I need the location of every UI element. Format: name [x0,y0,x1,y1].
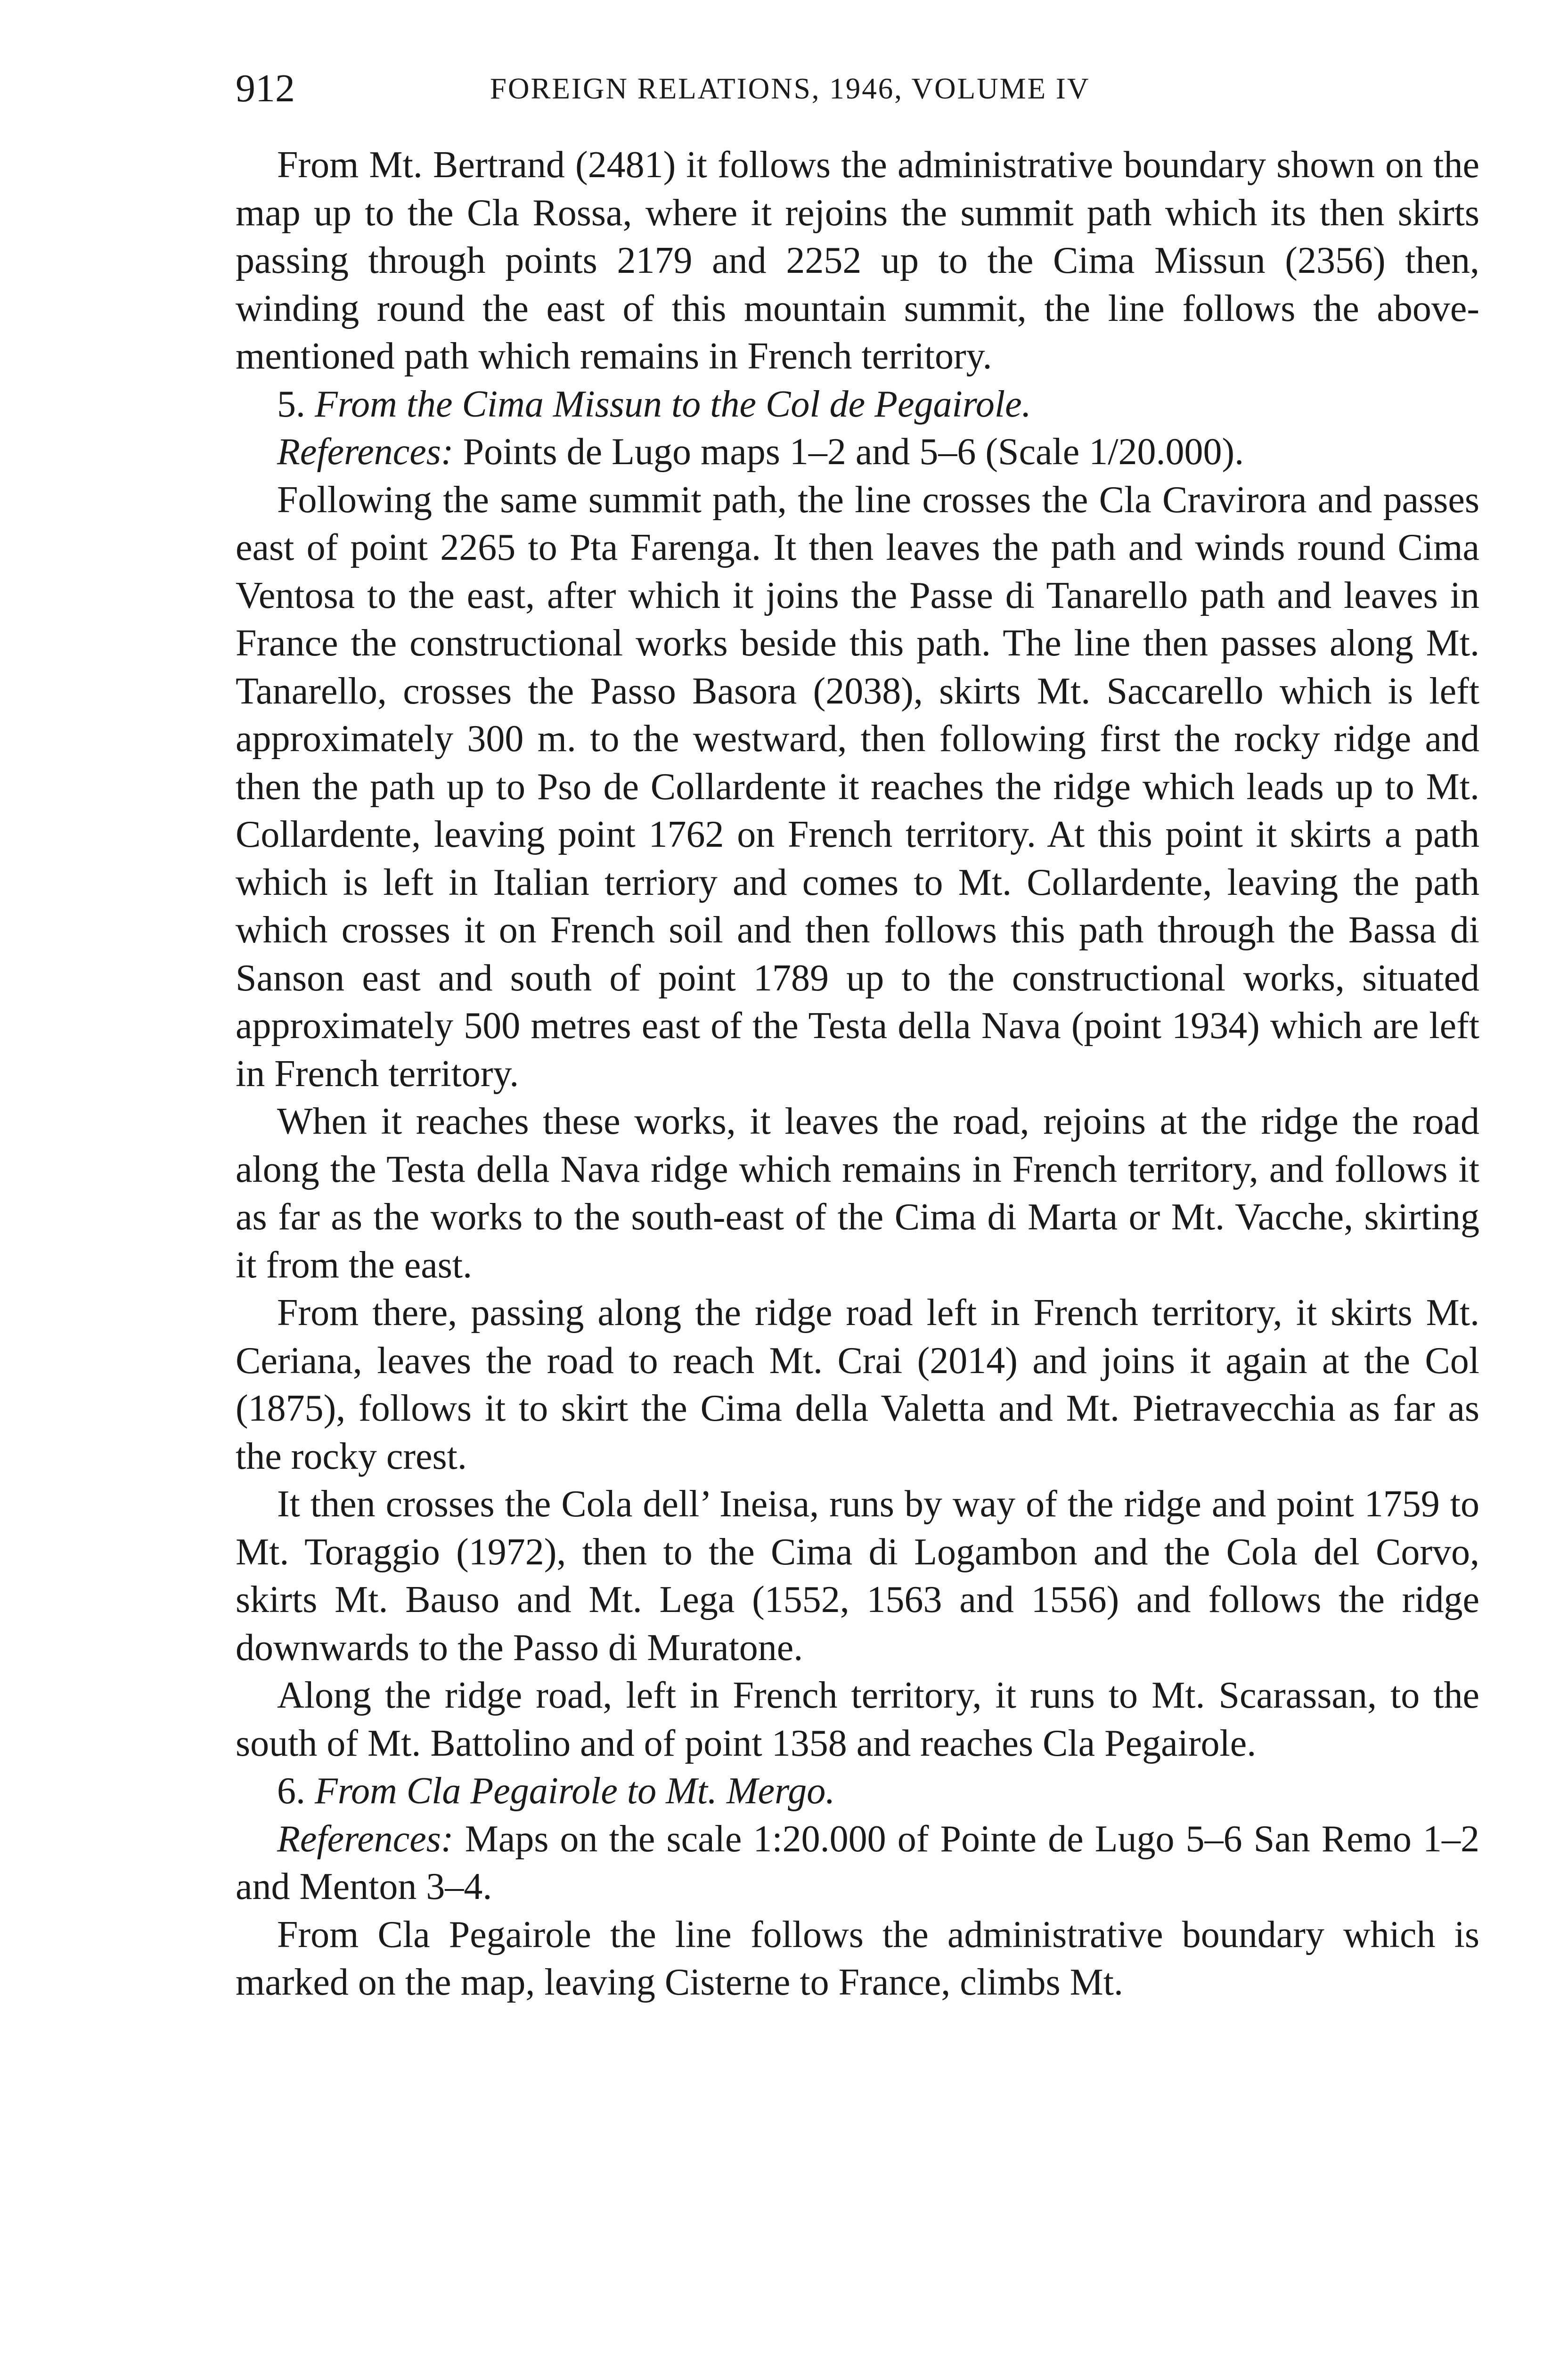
section-6-references [236,1816,1479,1911]
section-5-references [236,428,1479,476]
running-head: FOREIGN RELATIONS, 1946, VOLUME IV [490,72,1090,105]
section-5-references-label: References: [277,431,454,473]
page-header [236,60,1479,117]
section-6-references-text: Maps on the scale 1:20.000 of Pointe de Lugo 5–6 San Remo 1–2 and Menton 3–4. [236,1818,1480,1907]
section-5-paragraph-4: It then crosses the Cola dell’ Ineisa, runs by way of the ridge and point 1759 to Mt. Toraggio (1972), then to the Cima di Logambon and the Cola del Corvo, skirts Mt. Bauso and Mt. Lega (1552, 1563 and 1556) and follows the ridge downwards to the Passo di Muratone. [236,1483,1479,1669]
section-6-heading [236,1767,1479,1816]
section-5-number: 5. [277,383,305,425]
section-5-references-text: Points de Lugo maps 1–2 and 5–6 (Scale 1/20.000). [463,431,1244,473]
section-5-paragraph-1: Following the same summit path, the line crosses the Cla Cravirora and passes east of point 2265 to Pta Farenga. It then leaves the path and winds round Cima Ventosa to the east, after which it joins the Passe di Tanarello path and leaves in France the constructional works beside this path. The line then passes along Mt. Tanarello, crosses the Passo Basora (2038), skirts Mt. Saccarello which is left approximately 300 m. to the westward, then following first the rocky ridge and then the path up to Pso de Collardente it reaches the ridge which leads up to Mt. Collardente, leaving point 1762 on French territory. At this point it skirts a path which is left in Italian terriory and comes to Mt. Collardente, leaving the path which crosses it on French soil and then follows this path through the Bassa di Sanson east and south of point 1789 up to the constructional works, situated approximately 500 metres east of the Testa della Nava (point 1934) which are left in French territory. [236,479,1479,1095]
section-6-title: From Cla Pegairole to Mt. Mergo. [315,1770,835,1812]
paragraph-1: From Mt. Bertrand (2481) it follows the administrative boundary shown on the map up to the Cla Rossa, where it rejoins the summit path which its then skirts passing through points 2179 and 2252 up to the Cima Missun (2356) then, winding round the east of this mountain summit, the line follows the above-mentioned path which remains in French territory. [236,144,1479,377]
section-5-title: From the Cima Missun to the Col de Pegairole. [315,383,1031,425]
page-number: 912 [236,66,295,110]
section-5-paragraph-2: When it reaches these works, it leaves the road, rejoins at the ridge the road along the Testa della Nava ridge which remains in French territory, and follows it as far as the works to the south-east of the Cima di Marta or Mt. Vacche, skirting it from the east. [236,1101,1479,1286]
section-6-number: 6. [277,1770,305,1812]
body-text [236,141,1479,2007]
section-5-heading [236,381,1479,429]
section-5-paragraph-3: From there, passing along the ridge road left in French territory, it skirts Mt. Ceriana, leaves the road to reach Mt. Crai (2014) and joins it again at the Col (1875), follows it to skirt the Cima della Valetta and Mt. Pietravecchia as far as the rocky crest. [236,1292,1479,1477]
section-6-paragraph-1: From Cla Pegairole the line follows the administrative boundary which is marked on the map, leaving Cisterne to France, climbs Mt. [236,1914,1479,2003]
section-5-paragraph-5: Along the ridge road, left in French territory, it runs to Mt. Scarassan, to the south of Mt. Battolino and of point 1358 and reaches Cla Pegairole. [236,1675,1479,1764]
section-6-references-label: References: [277,1818,454,1860]
